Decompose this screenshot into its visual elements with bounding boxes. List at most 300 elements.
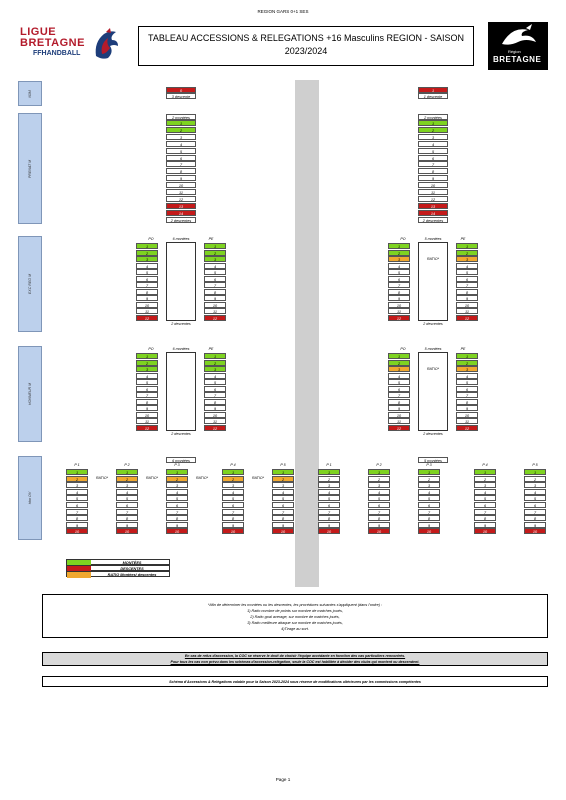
prenat-right-row: 3 — [418, 134, 448, 140]
exc-right-pe-row: 5 — [456, 269, 478, 275]
honneur-right-po-row: 4 — [388, 373, 410, 379]
honneur-right-bottom-note: 2 descentes — [423, 432, 443, 436]
exc-right-pe-row: 7 — [456, 282, 478, 288]
prenat-left-bottom-note: 2 descentes — [166, 217, 196, 223]
honneur-right-pe-row: 8 — [456, 399, 478, 405]
exc-left-pe-row: 4 — [204, 263, 226, 269]
hondv-left-pool-row: 7 — [166, 509, 188, 515]
sidebar-exc: EXC REG M — [18, 236, 42, 332]
exc-right-po-row: 5 — [388, 269, 410, 275]
prenat-left-row: 9 — [166, 175, 196, 181]
hondv-left-pool-row: 10 — [222, 528, 244, 534]
honneur-left-pe-row: 3 — [204, 366, 226, 372]
prenat-left-row: 10 — [166, 182, 196, 188]
prenat-right-row: 8 — [418, 168, 448, 174]
exc-left-po-row: 6 — [136, 276, 158, 282]
honneur-left-pe-row: 12 — [204, 425, 226, 431]
rules-box — [42, 594, 548, 638]
hondv-left-pool-row: 4 — [66, 489, 88, 495]
honneur-left-bottom-note: 2 descentes — [171, 432, 191, 436]
exc-right-pe-row: 9 — [456, 295, 478, 301]
region-header: REGION GARS 0+1 SES — [257, 9, 309, 14]
hondv-left-pool-row: 9 — [66, 522, 88, 528]
hondv-right-pool-header: P 3 — [426, 463, 432, 467]
exc-right-h2: 5 montées — [424, 237, 442, 241]
exc-right-po-row: 2 — [388, 250, 410, 256]
exc-right-po-row: 7 — [388, 282, 410, 288]
exc-left-pe-row: 6 — [204, 276, 226, 282]
exc-right-pe-row: 12 — [456, 315, 478, 321]
hondv-right-pool-row: 4 — [368, 489, 390, 495]
exc-right-bottom-note: 2 descentes — [423, 322, 443, 326]
hondv-right-pool-row: 6 — [318, 502, 340, 508]
hondv-right-pool-row: 9 — [474, 522, 496, 528]
prenat-left-row: 2 — [166, 127, 196, 133]
rules-line-4: 4)Tirage au sort. — [281, 627, 309, 631]
ermine-icon — [488, 22, 548, 50]
hondv-right-pool-row: 6 — [474, 502, 496, 508]
hondv-right-pool-row: 9 — [418, 522, 440, 528]
exc-right-po-row: 9 — [388, 295, 410, 301]
hondv-right-pool-row: 9 — [524, 522, 546, 528]
honneur-right-h1: PO — [400, 347, 406, 351]
hondv-right-pool-row: 3 — [418, 482, 440, 488]
honneur-left-po-row: 5 — [136, 379, 158, 385]
honneur-right-pe-row: 5 — [456, 379, 478, 385]
exc-left-pe-row: 2 — [204, 250, 226, 256]
hondv-left-pool-row: 9 — [272, 522, 294, 528]
hondv-right-pool-row: 10 — [368, 528, 390, 534]
exc-left-pe-row: 5 — [204, 269, 226, 275]
n3m-left-note: 3 descente — [166, 93, 196, 99]
region-bretagne-logo — [488, 22, 548, 70]
prenat-right-row: 10 — [418, 182, 448, 188]
exc-right-po-row: 11 — [388, 308, 410, 314]
exc-left-middle — [166, 242, 196, 321]
legend-ratio-label: RATIO Montées/ descentes — [107, 573, 157, 577]
honneur-left-h3: PE — [208, 347, 214, 351]
rules-line-3: 3) Ratio meilleure attaque sur nombre de matches joués, — [247, 621, 343, 625]
honneur-right-po-row: 8 — [388, 399, 410, 405]
exc-left-pe-row: 11 — [204, 308, 226, 314]
honneur-right-ratio: RATIO* — [426, 367, 440, 371]
hondv-right-pool-row: 1 — [368, 469, 390, 475]
hondv-right-pool-header: P 1 — [326, 463, 332, 467]
honneur-left-po-row: 2 — [136, 360, 158, 366]
honneur-left-pe-row: 2 — [204, 360, 226, 366]
hondv-right-pool-row: 5 — [418, 495, 440, 501]
honneur-right-po-row: 9 — [388, 405, 410, 411]
prenat-left-row: 5 — [166, 148, 196, 154]
exc-right-po-row: 6 — [388, 276, 410, 282]
rooster-icon — [92, 28, 120, 62]
prenat-right-row: 14 — [418, 210, 448, 216]
hondv-left-pool-row: 4 — [166, 489, 188, 495]
hondv-left-pool-row: 8 — [272, 515, 294, 521]
honneur-left-middle — [166, 352, 196, 431]
hondv-right-pool-row: 8 — [418, 515, 440, 521]
exc-right-po-row: 3 — [388, 256, 410, 262]
prenat-left-row: 14 — [166, 210, 196, 216]
exc-right-po-row: 8 — [388, 289, 410, 295]
title-line2: 2023/2024 — [284, 46, 328, 56]
honneur-left-pe-row: 4 — [204, 373, 226, 379]
exc-left-h2: 6 montées — [172, 237, 190, 241]
hondv-left-pool-row: 7 — [116, 509, 138, 515]
exc-right-pe-row: 3 — [456, 256, 478, 262]
hondv-right-pool-row: 8 — [318, 515, 340, 521]
refus-line-0: En cas de refus d'accession, la COC se réserve le droit de choisir l'équipe accédante en fonction des cas particuliers rencontrés. — [184, 654, 406, 658]
hondv-right-pool-row: 7 — [368, 509, 390, 515]
hondv-left-pool-header: P 3 — [174, 463, 180, 467]
hondv-right-pool-row: 1 — [524, 469, 546, 475]
honneur-left-pe-row: 1 — [204, 353, 226, 359]
exc-right-pe-row: 6 — [456, 276, 478, 282]
hondv-left-pool-row: 6 — [166, 502, 188, 508]
hondv-left-pool-row: 5 — [166, 495, 188, 501]
hondv-left-ratio: RATIO* — [95, 476, 109, 480]
hondv-left-pool-row: 7 — [66, 509, 88, 515]
honneur-right-pe-row: 12 — [456, 425, 478, 431]
honneur-right-pe-row: 6 — [456, 386, 478, 392]
hondv-right-pool-row: 4 — [418, 489, 440, 495]
hondv-left-pool-row: 3 — [66, 482, 88, 488]
hondv-right-pool-row: 4 — [524, 489, 546, 495]
honneur-right-h3: PE — [460, 347, 466, 351]
hondv-left-pool-row: 2 — [116, 476, 138, 482]
honneur-right-po-row: 1 — [388, 353, 410, 359]
legend-up-label: MONTÉES — [122, 561, 142, 565]
exc-left-po-row: 7 — [136, 282, 158, 288]
prenat-right-row: 4 — [418, 141, 448, 147]
prenat-right-row: 2 — [418, 127, 448, 133]
hondv-right-pool-row: 4 — [474, 489, 496, 495]
hondv-right-pool-row: 1 — [418, 469, 440, 475]
exc-right-h1: PO — [400, 237, 406, 241]
honneur-right-po-row: 5 — [388, 379, 410, 385]
hondv-right-note: 5 montées — [418, 457, 448, 463]
hondv-left-pool-row: 7 — [272, 509, 294, 515]
hondv-right-pool-row: 8 — [368, 515, 390, 521]
hondv-left-pool-row: 10 — [66, 528, 88, 534]
schema-box — [42, 676, 548, 687]
sidebar-hondv: Hon DV — [18, 456, 42, 540]
honneur-left-po-row: 3 — [136, 366, 158, 372]
hondv-left-pool-row: 10 — [166, 528, 188, 534]
prenat-left-row: 6 — [166, 155, 196, 161]
exc-left-po-row: 12 — [136, 315, 158, 321]
prenat-right-row: 7 — [418, 161, 448, 167]
hondv-left-pool-row: 6 — [116, 502, 138, 508]
sidebar-prenat: PRENAT M — [18, 113, 42, 224]
hondv-left-pool-row: 8 — [166, 515, 188, 521]
hondv-right-pool-row: 3 — [318, 482, 340, 488]
rules-line-0: *Afin de déterminer les montées ou les descentes, les procédures suivantes s'appliquent (dans l'ordre) : — [207, 603, 383, 607]
honneur-left-pe-row: 8 — [204, 399, 226, 405]
honneur-right-po-row: 2 — [388, 360, 410, 366]
hondv-right-pool-row: 6 — [524, 502, 546, 508]
hondv-right-pool-row: 7 — [318, 509, 340, 515]
exc-right-pe-row: 8 — [456, 289, 478, 295]
exc-left-po-row: 11 — [136, 308, 158, 314]
hondv-right-pool-row: 3 — [474, 482, 496, 488]
honneur-right-po-row: 7 — [388, 392, 410, 398]
honneur-right-po-row: 10 — [388, 412, 410, 418]
honneur-left-po-row: 1 — [136, 353, 158, 359]
hondv-left-pool-row: 9 — [116, 522, 138, 528]
hondv-left-pool-row: 2 — [272, 476, 294, 482]
exc-left-bottom-note: 2 descentes — [171, 322, 191, 326]
honneur-right-po-row: 11 — [388, 418, 410, 424]
prenat-right-row: 1 — [418, 120, 448, 126]
honneur-right-pe-row: 10 — [456, 412, 478, 418]
honneur-left-pe-row: 6 — [204, 386, 226, 392]
prenat-right-bottom-note: 2 descentes — [418, 217, 448, 223]
prenat-left-row: 12 — [166, 196, 196, 202]
honneur-left-po-row: 4 — [136, 373, 158, 379]
honneur-left-po-row: 8 — [136, 399, 158, 405]
prenat-left-row: 7 — [166, 161, 196, 167]
exc-right-h3: PE — [460, 237, 466, 241]
hondv-left-pool-row: 1 — [166, 469, 188, 475]
hondv-left-pool-row: 8 — [116, 515, 138, 521]
hondv-left-ratio: RATIO* — [251, 476, 265, 480]
hondv-right-pool-row: 10 — [524, 528, 546, 534]
hondv-left-pool-row: 8 — [66, 515, 88, 521]
hondv-right-pool-row: 5 — [524, 495, 546, 501]
exc-left-pe-row: 12 — [204, 315, 226, 321]
hondv-left-pool-row: 5 — [222, 495, 244, 501]
hondv-left-pool-row: 3 — [272, 482, 294, 488]
refus-box — [42, 652, 548, 666]
honneur-left-po-row: 9 — [136, 405, 158, 411]
prenat-right-row: 9 — [418, 175, 448, 181]
honneur-left-pe-row: 7 — [204, 392, 226, 398]
hondv-right-pool-row: 2 — [368, 476, 390, 482]
hondv-right-pool-row: 10 — [418, 528, 440, 534]
exc-left-po-row: 9 — [136, 295, 158, 301]
hondv-left-pool-row: 2 — [166, 476, 188, 482]
exc-left-po-row: 1 — [136, 243, 158, 249]
hondv-right-pool-row: 5 — [368, 495, 390, 501]
legend-ratio-swatch — [67, 572, 91, 578]
honneur-right-pe-row: 4 — [456, 373, 478, 379]
hondv-left-note: 6 montées — [166, 457, 196, 463]
rules-line-2: 2) Ratio goal average, sur nombre de matches joués, — [250, 615, 340, 619]
exc-left-po-row: 10 — [136, 302, 158, 308]
hondv-right-pool-row: 8 — [524, 515, 546, 521]
honneur-right-po-row: 3 — [388, 366, 410, 372]
hondv-left-pool-header: P 4 — [230, 463, 236, 467]
honneur-right-pe-row: 1 — [456, 353, 478, 359]
honneur-right-po-row: 12 — [388, 425, 410, 431]
hondv-right-pool-row: 8 — [474, 515, 496, 521]
honneur-right-middle — [418, 352, 448, 431]
honneur-left-po-row: 11 — [136, 418, 158, 424]
exc-left-po-row: 4 — [136, 263, 158, 269]
prenat-right-row: 13 — [418, 203, 448, 209]
hondv-left-pool-row: 1 — [66, 469, 88, 475]
honneur-right-pe-row: 11 — [456, 418, 478, 424]
prenat-left-row: 4 — [166, 141, 196, 147]
hondv-right-pool-row: 10 — [474, 528, 496, 534]
hondv-right-pool-row: 10 — [318, 528, 340, 534]
schema-text: Schéma d'Accessions & Relégations valable pour la Saison 2023-2024 sous réserve de modifications ultérieures par les commissions compétentes — [169, 680, 421, 684]
exc-left-po-row: 5 — [136, 269, 158, 275]
hondv-left-pool-row: 10 — [116, 528, 138, 534]
exc-right-po-row: 10 — [388, 302, 410, 308]
logo-line2: BRETAGNE — [20, 37, 85, 49]
hondv-right-pool-row: 9 — [318, 522, 340, 528]
hondv-left-pool-row: 1 — [116, 469, 138, 475]
hondv-left-pool-row: 3 — [166, 482, 188, 488]
hondv-right-pool-row: 2 — [318, 476, 340, 482]
hondv-right-pool-row: 3 — [368, 482, 390, 488]
exc-right-po-row: 1 — [388, 243, 410, 249]
honneur-right-pe-row: 3 — [456, 366, 478, 372]
honneur-right-po-row: 6 — [388, 386, 410, 392]
legend-ratio — [66, 571, 170, 577]
hondv-right-pool-row: 4 — [318, 489, 340, 495]
exc-right-pe-row: 11 — [456, 308, 478, 314]
exc-left-pe-row: 7 — [204, 282, 226, 288]
hondv-right-pool-row: 5 — [318, 495, 340, 501]
prenat-left-row: 1 — [166, 120, 196, 126]
sidebar-n3m: N3M — [18, 81, 42, 106]
logo-right-top: Région — [508, 49, 521, 54]
hondv-right-pool-row: 5 — [474, 495, 496, 501]
hondv-right-pool-header: P 4 — [482, 463, 488, 467]
prenat-left-row: 13 — [166, 203, 196, 209]
rules-line-1: 1) Ratio nombre de points sur nombre de matches joués, — [247, 609, 343, 613]
hondv-left-ratio: RATIO* — [195, 476, 209, 480]
hondv-left-pool-row: 6 — [66, 502, 88, 508]
logo-right-bottom: BRETAGNE — [493, 55, 542, 64]
title-line1: TABLEAU ACCESSIONS & RELEGATIONS +16 Masculins REGION - SAISON — [147, 33, 464, 43]
honneur-left-po-row: 6 — [136, 386, 158, 392]
prenat-right-top-note: 2 montées — [418, 114, 448, 120]
honneur-left-pe-row: 9 — [204, 405, 226, 411]
hondv-right-pool-row: 1 — [474, 469, 496, 475]
prenat-left-row: 8 — [166, 168, 196, 174]
honneur-right-pe-row: 9 — [456, 405, 478, 411]
hondv-left-ratio: RATIO* — [145, 476, 159, 480]
legend-down-label: DESCENTES — [120, 567, 144, 571]
honneur-left-po-row: 12 — [136, 425, 158, 431]
hondv-left-pool-header: P 2 — [124, 463, 130, 467]
honneur-left-pe-row: 10 — [204, 412, 226, 418]
hondv-left-pool-row: 9 — [222, 522, 244, 528]
hondv-left-pool-row: 9 — [166, 522, 188, 528]
hondv-right-pool-row: 3 — [524, 482, 546, 488]
hondv-left-pool-row: 3 — [222, 482, 244, 488]
prenat-right-row: 6 — [418, 155, 448, 161]
hondv-right-pool-row: 7 — [474, 509, 496, 515]
hondv-left-pool-header: P 1 — [74, 463, 80, 467]
hondv-right-pool-header: P 5 — [532, 463, 538, 467]
honneur-left-pe-row: 11 — [204, 418, 226, 424]
prenat-right-row: 12 — [418, 196, 448, 202]
exc-right-pe-row: 10 — [456, 302, 478, 308]
ligue-bretagne-logo — [14, 24, 124, 68]
prenat-right-row: 11 — [418, 189, 448, 195]
hondv-left-pool-row: 8 — [222, 515, 244, 521]
n3m-right-value: 1 — [418, 87, 448, 93]
hondv-right-pool-row: 1 — [318, 469, 340, 475]
hondv-left-pool-row: 3 — [116, 482, 138, 488]
hondv-left-pool-row: 10 — [272, 528, 294, 534]
logo-line3: FFHANDBALL — [33, 50, 81, 57]
exc-left-pe-row: 8 — [204, 289, 226, 295]
hondv-left-pool-row: 5 — [272, 495, 294, 501]
prenat-left-row: 11 — [166, 189, 196, 195]
exc-right-middle — [418, 242, 448, 321]
hondv-right-pool-row: 2 — [524, 476, 546, 482]
sidebar-honneur: HONNEUR M — [18, 346, 42, 442]
exc-right-pe-row: 1 — [456, 243, 478, 249]
honneur-right-pe-row: 7 — [456, 392, 478, 398]
hondv-left-pool-header: P 5 — [280, 463, 286, 467]
exc-right-pe-row: 4 — [456, 263, 478, 269]
hondv-left-pool-row: 4 — [222, 489, 244, 495]
honneur-left-h2: 6 montées — [172, 347, 190, 351]
honneur-left-po-row: 7 — [136, 392, 158, 398]
exc-left-pe-row: 9 — [204, 295, 226, 301]
n3m-right-note: 1 descente — [418, 93, 448, 99]
logo-line1: LIGUE — [20, 26, 57, 38]
exc-left-po-row: 2 — [136, 250, 158, 256]
hondv-left-pool-row: 7 — [222, 509, 244, 515]
hondv-left-pool-row: 2 — [66, 476, 88, 482]
exc-left-pe-row: 3 — [204, 256, 226, 262]
exc-right-ratio: RATIO* — [426, 257, 440, 261]
center-divider — [295, 80, 319, 587]
hondv-right-pool-row: 7 — [418, 509, 440, 515]
hondv-right-pool-row: 6 — [418, 502, 440, 508]
refus-line-1: Pour tous les cas non prévu dans les schémas d'accession-relégation, seule la COC est habilitée à décider des clubs qui montent ou descendent. — [170, 659, 420, 664]
hondv-left-pool-row: 1 — [222, 469, 244, 475]
hondv-left-pool-row: 6 — [222, 502, 244, 508]
hondv-right-pool-row: 7 — [524, 509, 546, 515]
exc-right-pe-row: 2 — [456, 250, 478, 256]
exc-left-pe-row: 1 — [204, 243, 226, 249]
honneur-left-h1: PO — [148, 347, 154, 351]
prenat-left-row: 3 — [166, 134, 196, 140]
honneur-left-po-row: 10 — [136, 412, 158, 418]
hondv-right-pool-row: 2 — [474, 476, 496, 482]
prenat-right-row: 5 — [418, 148, 448, 154]
hondv-right-pool-row: 6 — [368, 502, 390, 508]
page-title — [138, 26, 474, 66]
exc-left-h1: PO — [148, 237, 154, 241]
honneur-right-pe-row: 2 — [456, 360, 478, 366]
hondv-left-pool-row: 1 — [272, 469, 294, 475]
prenat-left-top-note: 2 montées — [166, 114, 196, 120]
exc-left-po-row: 3 — [136, 256, 158, 262]
hondv-right-pool-header: P 2 — [376, 463, 382, 467]
hondv-left-pool-row: 4 — [116, 489, 138, 495]
exc-right-po-row: 4 — [388, 263, 410, 269]
hondv-right-pool-row: 2 — [418, 476, 440, 482]
hondv-left-pool-row: 5 — [116, 495, 138, 501]
hondv-left-pool-row: 4 — [272, 489, 294, 495]
honneur-left-pe-row: 5 — [204, 379, 226, 385]
n3m-left-value: 0 — [166, 87, 196, 93]
hondv-left-pool-row: 2 — [222, 476, 244, 482]
exc-right-po-row: 12 — [388, 315, 410, 321]
hondv-right-pool-row: 9 — [368, 522, 390, 528]
hondv-left-pool-row: 6 — [272, 502, 294, 508]
